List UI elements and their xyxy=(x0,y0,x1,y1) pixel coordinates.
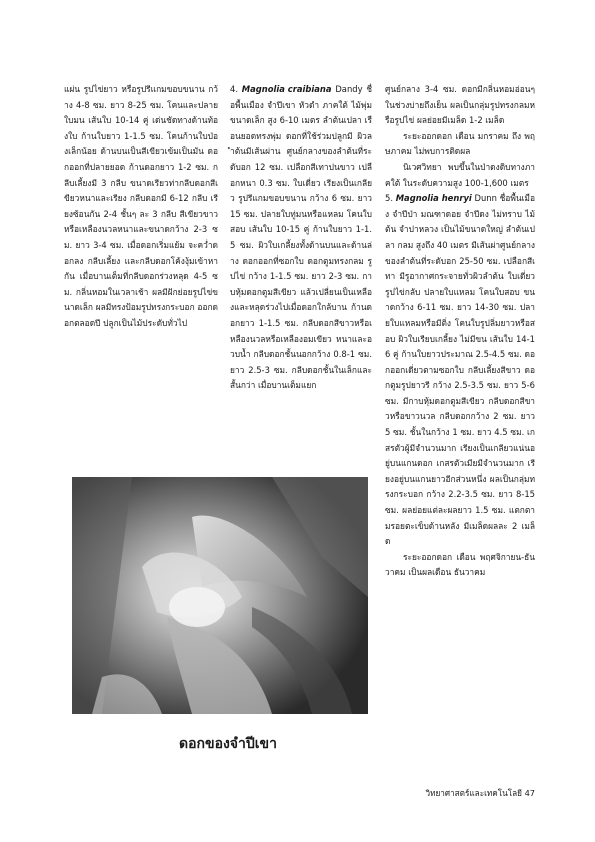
page-footer xyxy=(400,787,535,799)
species-name: Magnolia craibiana xyxy=(241,84,332,94)
figure-caption: ดอกของจำปีเขา xyxy=(179,736,277,752)
species-entry-5 xyxy=(385,191,535,550)
species-name: Magnolia henryi xyxy=(395,193,472,204)
text-column-3 xyxy=(385,82,535,581)
paragraph: ชื่อพื้นเมือง จำปีป่า มณฑาดอย จำปีดง ไม่ทราบ ไม้ต้น จำปาหลวง เป็นไม้ขนาดใหญ่ ลำต้นเปลา กลม สูงถึง 40 เมตร มีเส้นผ่าศูนย์กลางของลำต้นที่ระดับอก 25-50 ซม. เปลือกสีเทา มีรูอากาศกระจายทั่วผิวลำต้น ใบเดี่ยว รูปไข่กลับ ปลายใบแหลม โคนใบสอบ ขนาดกว้าง 6-11 ซม. ยาว 14-30 ซม. ปลายใบแหลมหรือมีติ่ง โคนใบรูปลิ่มยาวหรือสอบ ผิวใบเรียบเกลี้ยง ไม่มีขน เส้นใบ 14-16 คู่ ก้านใบยาวประมาณ 2.5-4.5 ซม. ดอกออกเดี่ยวตามซอกใบ กลีบเลี้ยงสีขาว ดอกตูมรูปยาวรี กว้าง 2.5-3.5 ซม. ยาว 5-6 ซม. มีกาบหุ้มดอกตูมสีเขียว กลีบดอกสีขาวหรือขาวนวล กลีบดอกกว้าง 2 ซม. ยาว 5 ซม. ชั้นในกว้าง 1 ซม. ยาว 4.5 ซม. เกสรตัวผู้มีจำนวนมาก เรียงเป็นเกลียวแน่นอยู่บนแกนดอก เกสรตัวเมียมีจำนวนมาก เรียงอยู่บนแกนยาวอีกส่วนหนึ่ง ผลเป็นกลุ่มทรงกระบอก กว้าง 2.2-3.5 ซม. ยาว 8-15 ซม. ผลย่อยแต่ละผลยาว 1.5 ซม. แตกตามรอยตะเข็บด้านหลัง มีเมล็ดผลละ 2 เมล็ด xyxy=(385,193,535,547)
species-entry-4 xyxy=(230,82,372,394)
species-author: Dunn xyxy=(474,193,497,204)
text-column-2 xyxy=(230,82,372,394)
text-column-1 xyxy=(64,82,218,332)
paragraph: ศูนย์กลาง 3-4 ซม. ดอกมีกลิ่นหอมอ่อนๆ ในช่วงบ่ายถึงเย็น ผลเป็นกลุ่มรูปทรงกลมหรือรูปไข่ ผลย่อยมีเมล็ด 1-2 เมล็ด xyxy=(385,84,535,126)
paragraph: ระยะออกดอก เดือน พฤศจิกายน-ธันวาคม เป็นผลเดือน ธันวาคม xyxy=(385,551,535,578)
paragraph: นิเวศวิทยา พบขึ้นในป่าดงดิบทางภาคใต้ ในระดับความสูง 100-1,600 เมตร xyxy=(385,161,535,188)
flower-photo xyxy=(72,477,368,714)
species-number: 5. xyxy=(385,193,393,204)
paragraph: ระยะออกดอก เดือน มกราคม ถึง พฤษภาคม ไม่พบการติดผล xyxy=(385,130,535,157)
species-author: Dandy xyxy=(335,84,363,94)
journal-name: วิทยาศาสตร์และเทคโนโลยี xyxy=(425,788,522,798)
page-number: 47 xyxy=(524,788,535,798)
paragraph: ชื่อพื้นเมือง จำปีเขา หัวดำ ภาคใต้ ไม้พุ่มขนาดเล็ก สูง 6-10 เมตร ลำต้นเปลา เรือนยอดทรงพุ่ม ดอกที่ใช้ร่วมปลูกมี ผิวลำต้นมีเส้นผ่าน ศูนย์กลางของลำต้นที่ระดับอก 12 ซม. เปลือกสีเทาปนขาว เปลือกหนา 0.3 ซม. ใบเดี่ยว เรียงเป็นเกลียว รูปรีแกมขอบขนาน กว้าง 6 ซม. ยาว 15 ซม. ปลายใบทู่มนหรือแหลม โคนใบสอบ เส้นใบ 10-15 คู่ ก้านใบยาว 1-1.5 ซม. ผิวใบเกลี้ยงทั้งด้านบนและด้านล่าง ดอกออกที่ซอกใบ ดอกตูมทรงกลม รูปไข่ กว้าง 1-1.5 ซม. ยาว 2-3 ซม. กาบหุ้มดอกตูมสีเขียว แล้วเปลี่ยนเป็นเหลืองและหลุดร่วงไปเมื่อดอกใกล้บาน ก้านดอกยาว 1-1.5 ซม. กลีบดอกสีขาวหรือเหลืองนวลหรือเหลืองอมเขียว หนาและอวบน้ำ กลีบดอกชั้นนอกกว้าง 0.8-1 ซม. ยาว 2.5-3 ซม. กลีบดอกชั้นในเล็กและสั้นกว่า เมื่อบานเต็มแยก xyxy=(230,84,373,391)
species-number: 4. xyxy=(230,84,238,94)
flower-photo-image xyxy=(72,477,368,714)
paragraph: แผ่น รูปไข่ยาว หรือรูปรีแกมขอบขนาน กว้าง 4-8 ซม. ยาว 8-25 ซม. โคนและปลายใบมน เส้นใบ 10-14 คู่ เด่นชัดทางด้านท้องใบ ก้านใบยาว 1-1.5 ซม. โคนก้านใบป่องเล็กน้อย ด้านบนเป็นสีเขียวเข้มเป็นมัน ดอกออกที่ปลายยอด ก้านดอกยาว 1-2 ซม. กลีบเลี้ยงมี 3 กลีบ ขนาดเรียวท่ากลีบดอกสีเขียวหนาและเรียง กลีบดอกมี 6-12 กลีบ เรียงซ้อนกัน 2-4 ชั้นๆ ละ 3 กลีบ สีเขียวขาว หรือเหลืองนวลหนาและขนาดกว้าง 2-3 ซม. ยาว 3-4 ซม. เมื่อดอกเริ่มแย้ม จะคว่ำดอกลง กลีบเลี้ยง และกลีบดอกโค้งงุ้มเข้าหากัน เมื่อบานเต็มที่กลีบดอกร่วงหลุด 4-5 ซม. กลิ่นหอมในเวลาเช้า ผลมีฝักย่อยรูปไข่ขนาดเล็ก ผลมีทรงป้อมรูปทรงกระบอก ออกดอกตลอดปี ปลูกเป็นไม้ประดับทั่วไป xyxy=(64,84,218,328)
